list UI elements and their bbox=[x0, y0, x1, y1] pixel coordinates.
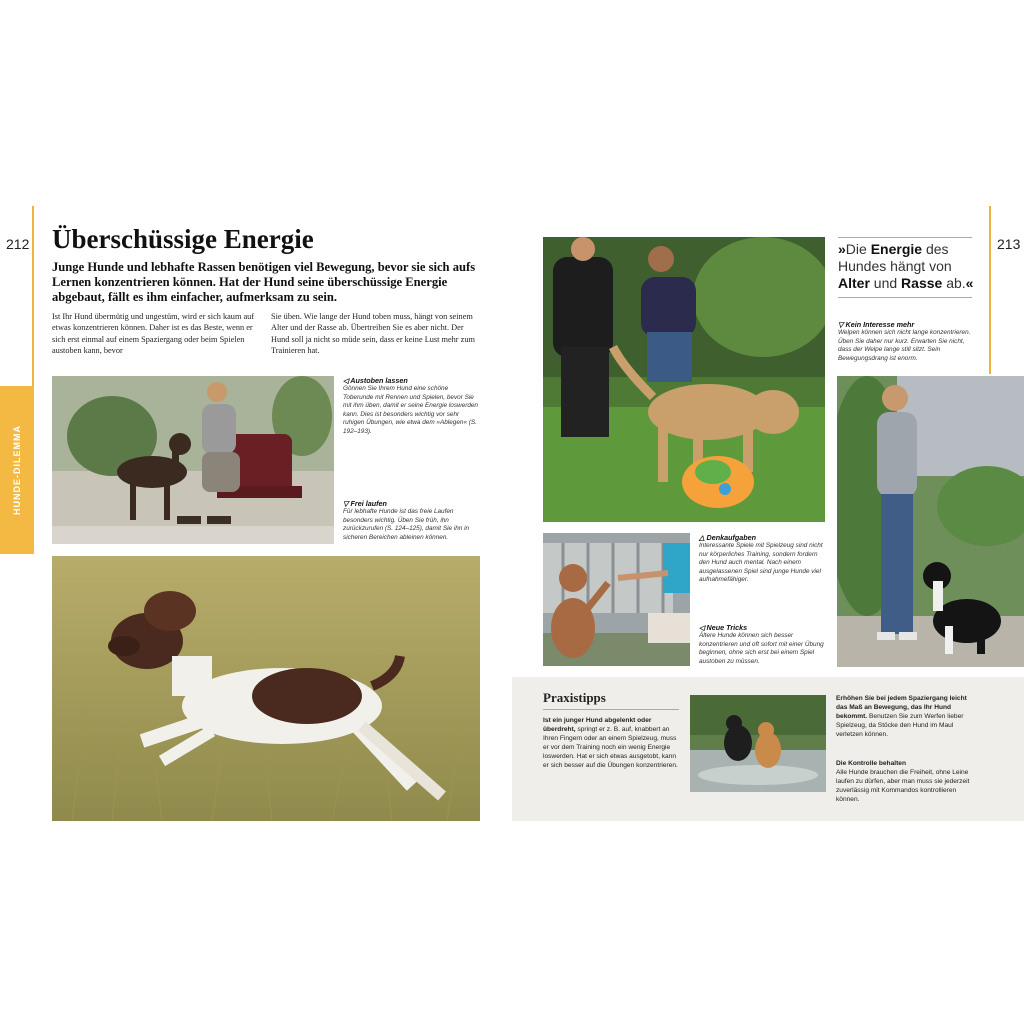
pull-quote bbox=[838, 241, 978, 292]
quote-bold-alter: Alter bbox=[838, 275, 870, 291]
praxistipps-title: Praxistipps bbox=[543, 690, 606, 705]
praxistipps-tip3 bbox=[836, 759, 976, 804]
body-text-col2: Sie üben. Wie lange der Hund toben muss, hängt von seinem Alter und der Rasse ab. Übertreiben Sie es aber nicht. Der Hund soll ja nicht so müde sein, dass er keine Lust mehr zum Trainieren hat. bbox=[271, 312, 475, 355]
photo-woman-with-dog-indoors bbox=[52, 376, 334, 544]
caption-denkaufgaben-title: △ Denkaufgaben bbox=[699, 533, 757, 542]
praxistipps-tip1 bbox=[543, 716, 679, 770]
quote-text-2: des Hundes hängt von bbox=[838, 241, 952, 274]
caption-frei-laufen bbox=[343, 499, 478, 542]
photo-dogs-in-water bbox=[690, 695, 826, 792]
caption-denkaufgaben bbox=[699, 533, 829, 585]
pull-quote-rule-top bbox=[838, 237, 972, 238]
caption-austoben bbox=[343, 376, 478, 437]
page-number-right: 213 bbox=[997, 236, 1021, 252]
praxistipps-rule bbox=[543, 709, 679, 710]
photo-women-dog-toy bbox=[543, 237, 825, 522]
caption-neue-tricks-title: ◁ Neue Tricks bbox=[699, 623, 748, 632]
page-edge-line-right bbox=[989, 206, 991, 374]
caption-kein-interesse bbox=[838, 320, 978, 363]
caption-kein-interesse-title: ▽ Kein Interesse mehr bbox=[838, 320, 915, 329]
praxistipps-tip1-bold: Ist ein junger Hund abgelenkt oder überdreht, bbox=[543, 717, 652, 733]
caption-neue-tricks-text: Ältere Hunde können sich besser konzentrieren und oft sofort mit einer Übung beginnen, ohne sich erst bei einem Spiel austoben zu müssen. bbox=[699, 632, 824, 665]
body-text-col1: Ist Ihr Hund übermütig und ungestüm, wird er sich kaum auf etwas konzentrieren können. Daher ist es das Beste, wenn er sich erst einmal auf einem Spaziergang oder beim Spielen austoben kann, bevor bbox=[52, 312, 255, 355]
photo-woman-with-dog-indoors-image bbox=[52, 376, 334, 544]
photo-woman-border-collie bbox=[837, 376, 1024, 667]
caption-austoben-text: Gönnen Sie Ihrem Hund eine schöne Toberunde mit Rennen und Spielen, bevor Sie mit ihm üben, damit er seine Energie loswerden kann. Dies ist besonders wichtig vor sehr ruhigen Übungen, wie etwa dem »Ablegen« (S. 192–193). bbox=[343, 385, 478, 435]
praxistipps-tip3-title: Die Kontrolle behalten bbox=[836, 760, 906, 767]
page-title: Überschüssige Energie bbox=[52, 224, 314, 254]
quote-text-4: ab. bbox=[942, 275, 966, 291]
photo-women-dog-toy-image bbox=[543, 237, 825, 522]
quote-bold-rasse: Rasse bbox=[901, 275, 943, 291]
photo-running-spaniel bbox=[52, 556, 480, 821]
photo-dogs-in-water-image bbox=[690, 695, 826, 792]
quote-close-mark: « bbox=[965, 275, 974, 291]
praxistipps-tip2-bold: Erhöhen Sie bei jedem Spaziergang leicht das Maß an Bewegung, das Ihr Hund bekommt. bbox=[836, 695, 967, 720]
quote-open-mark: » bbox=[838, 241, 846, 257]
page-number-left: 212 bbox=[6, 236, 30, 252]
praxistipps-tip2-text: Benutzen Sie zum Werfen lieber Spielzeug, da Stöcke den Hund im Maul verletzen können. bbox=[836, 713, 964, 738]
quote-text-3: und bbox=[869, 275, 902, 291]
pull-quote-rule-bottom bbox=[838, 297, 972, 298]
photo-running-spaniel-image bbox=[52, 556, 480, 821]
praxistipps-tip1-text: springt er z. B. auf, knabbert an Ihren Fingern oder an einem Spielzeug, muss er vor dem Training noch ein wenig Energie loswerden. Hat er sich etwas ausgetobt, kann er sich besser auf die Übungen konzentrieren. bbox=[543, 726, 678, 769]
praxistipps-tip2 bbox=[836, 694, 976, 739]
photo-woman-border-collie-image bbox=[837, 376, 1024, 667]
chapter-side-tab bbox=[0, 386, 34, 554]
chapter-side-tab-label: HUNDE-DILEMMA bbox=[12, 425, 22, 515]
quote-text-1: Die bbox=[845, 241, 871, 257]
caption-kein-interesse-text: Welpen können sich nicht lange konzentrieren. Üben Sie daher nur kurz. Erwarten Sie nicht, dass der Welpe lange still sitzt. Sein Bewegungsdrang ist enorm. bbox=[838, 329, 971, 362]
photo-dog-giving-paw-image bbox=[543, 533, 690, 666]
intro-paragraph: Junge Hunde und lebhafte Rassen benötigen viel Bewegung, bevor sie sich aufs Lernen konzentrieren können. Hat der Hund seine überschüssige Energie abgebaut, fällt es ihm einfacher, aufmerksam zu sein. bbox=[52, 260, 476, 304]
page-edge-line-left bbox=[32, 206, 34, 386]
caption-austoben-title: ◁ Austoben lassen bbox=[343, 376, 408, 385]
caption-frei-laufen-text: Für lebhafte Hunde ist das freie Laufen besonders wichtig. Üben Sie früh, ihn zurückzurufen (S. 124–125), damit Sie ihn in sicheren Bereichen ableinen können. bbox=[343, 508, 470, 541]
caption-neue-tricks bbox=[699, 623, 829, 666]
praxistipps-tip3-text: Alle Hunde brauchen die Freiheit, ohne Leine laufen zu dürfen, aber man muss sie jederzeit zuverlässig mit Kommandos kontrollieren können. bbox=[836, 769, 970, 803]
quote-bold-energie: Energie bbox=[870, 241, 923, 257]
photo-dog-giving-paw bbox=[543, 533, 690, 666]
caption-denkaufgaben-text: Interessante Spiele mit Spielzeug sind nicht nur körperliches Training, sondern fordern den Hund auch mental. Nach einem ausgelassenen Spiel sind junge Hunde viel aufnahmefähiger. bbox=[699, 542, 823, 584]
caption-frei-laufen-title: ▽ Frei laufen bbox=[343, 499, 387, 508]
